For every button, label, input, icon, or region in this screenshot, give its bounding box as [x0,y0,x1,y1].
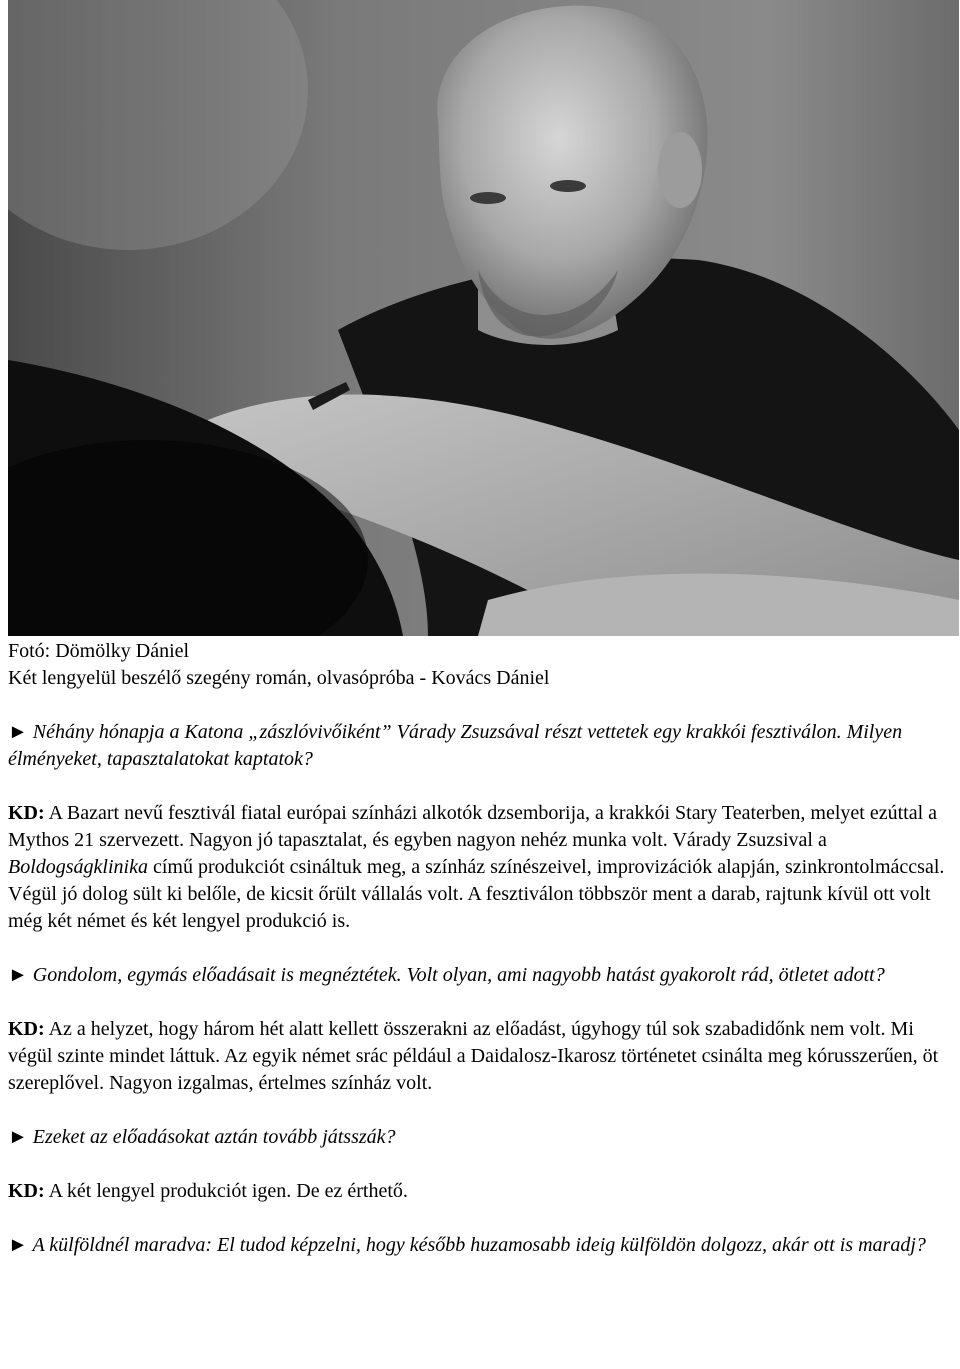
question-3: ► Ezeket az előadásokat aztán tovább játsszák? [8,1126,396,1148]
question-text: Néhány hónapja a Katona „zászlóvivőiként” Várady Zsuzsával részt vettetek egy krakkói fesztiválon. Milyen élményeket, tapasztalatokat kaptatok? [8,721,903,770]
portrait-photo [8,0,959,636]
speaker-label: KD: [8,1018,45,1040]
production-title: Boldogságklinika [8,856,148,878]
answer-1: KD: A Bazart nevű fesztivál fiatal európai színházi alkotók dzsemborija, a krakkói Stary Teaterben, melyet ezúttal a Mythos 21 szervezett. Nagyon jó tapasztalat, és egyben nagyon nehéz munka volt. Várady Zsuzsival a Boldogságklinika című produkciót csináltuk meg, a színház színészeivel, improvizációk alapján, szinkrontolmáccsal. Végül jó dolog sült ki belőle, de kicsit őrült vállalás volt. A fesztiválon többször ment a darab, rajtunk kívül ott volt még két német és két lengyel produkció is. [8,802,945,932]
arrow-icon: ► [8,1126,28,1148]
answer-3: KD: A két lengyel produkciót igen. De ez érthető. [8,1180,408,1202]
speaker-label: KD: [8,1180,45,1202]
speaker-label: KD: [8,802,45,824]
answer-2: KD: Az a helyzet, hogy három hét alatt kellett összerakni az előadást, úgyhogy túl sok szabadidőnk nem volt. Mi végül szinte mindet láttuk. Az egyik német srác például a Daidalosz-Ikarosz történetet csinálta meg kórusszerűen, öt szereplővel. Nagyon izgalmas, értelmes színház volt. [8,1018,939,1094]
question-4: ► A külföldnél maradva: El tudod képzelni, hogy később huzamosabb ideig külföldön dolgozz, akár ott is maradj? [8,1234,926,1256]
arrow-icon: ► [8,1234,28,1256]
arrow-icon: ► [8,721,28,743]
arrow-icon: ► [8,964,28,986]
photo-caption: Két lengyelül beszélő szegény román, olvasópróba - Kovács Dániel [8,667,550,689]
question-2: ► Gondolom, egymás előadásait is megnéztétek. Volt olyan, ami nagyobb hatást gyakorolt rád, ötletet adott? [8,964,885,986]
article-text [8,638,948,1259]
photo-credit: Fotó: Dömölky Dániel [8,640,190,662]
question-1 [8,719,948,773]
